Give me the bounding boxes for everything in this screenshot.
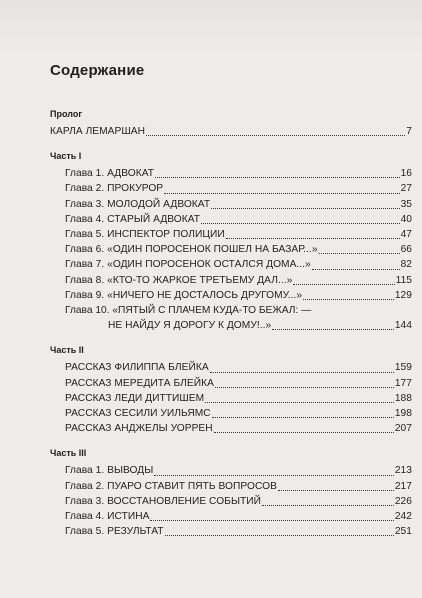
toc-entry-title: Глава 8. «КТО-ТО ЖАРКОЕ ТРЕТЬЕМУ ДАЛ...» <box>65 274 293 286</box>
toc-entry <box>50 273 412 288</box>
toc-entry-title: РАССКАЗ АНДЖЕЛЫ УОРРЕН <box>65 423 213 435</box>
toc-entry-title: РАССКАЗ МЕРЕДИТА БЛЕЙКА <box>65 377 214 389</box>
toc-entry <box>50 242 412 257</box>
toc-entry-title: Глава 4. СТАРЫЙ АДВОКАТ <box>65 213 201 225</box>
toc-entry-page: 144 <box>394 320 412 332</box>
toc-entry-page: 242 <box>394 511 412 523</box>
dot-leader <box>155 176 400 178</box>
toc-entry <box>50 479 412 494</box>
toc-entry <box>50 421 412 436</box>
toc-entry <box>50 406 412 421</box>
toc-entry-page: 177 <box>394 377 412 389</box>
dot-leader <box>272 328 394 330</box>
table-of-contents <box>50 62 412 551</box>
dot-leader <box>212 416 394 418</box>
toc-entry <box>50 360 412 375</box>
toc-entry-page: 115 <box>395 274 412 286</box>
toc-entry-title: Глава 2. ПУАРО СТАВИТ ПЯТЬ ВОПРОСОВ <box>65 480 277 492</box>
toc-part <box>50 151 412 333</box>
dot-leader <box>215 386 394 388</box>
part-title: Часть I <box>50 151 82 162</box>
toc-entry-title: Глава 5. РЕЗУЛЬТАТ <box>65 526 164 538</box>
toc-entry-title: РАССКАЗ ФИЛИППА БЛЕЙКА <box>65 362 209 374</box>
toc-entry-page: 251 <box>394 526 412 538</box>
toc-entry-page: 213 <box>394 465 412 477</box>
part-title: Часть III <box>50 448 87 459</box>
toc-entry-page: 7 <box>406 126 412 137</box>
dot-leader <box>154 474 394 476</box>
toc-entry-title: Глава 3. ВОССТАНОВЛЕНИЕ СОБЫТИЙ <box>65 495 262 507</box>
part-title: Пролог <box>50 109 83 119</box>
toc-parts <box>50 109 412 539</box>
page-title: Содержание <box>50 62 145 79</box>
toc-entry-page: 66 <box>400 244 412 256</box>
toc-entry-title: Глава 9. «НИЧЕГО НЕ ДОСТАЛОСЬ ДРУГОМУ...» <box>65 289 303 301</box>
toc-entry-page: 16 <box>400 168 412 180</box>
toc-part <box>50 109 412 139</box>
toc-entry-page: 82 <box>400 259 412 271</box>
toc-entry-title: Глава 7. «ОДИН ПОРОСЕНОК ОСТАЛСЯ ДОМА...» <box>65 259 311 271</box>
toc-entry <box>50 463 412 478</box>
toc-entry-title: НЕ НАЙДУ Я ДОРОГУ К ДОМУ!..» <box>108 320 272 332</box>
dot-leader <box>211 207 399 209</box>
toc-entry <box>50 166 412 181</box>
toc-entry-page: 188 <box>394 392 412 404</box>
toc-entry-page: 35 <box>400 198 412 210</box>
part-title: Часть II <box>50 345 84 356</box>
dot-leader <box>278 489 394 491</box>
dot-leader <box>150 519 393 521</box>
toc-entry <box>50 227 412 242</box>
dot-leader <box>214 431 394 433</box>
toc-entry <box>50 124 412 139</box>
dot-leader <box>146 134 405 136</box>
dot-leader <box>262 504 394 506</box>
toc-entry-title: Глава 6. «ОДИН ПОРОСЕНОК ПОШЕЛ НА БАЗАР...» <box>65 244 318 256</box>
toc-entry-title: Глава 5. ИНСПЕКТОР ПОЛИЦИИ <box>65 229 225 241</box>
dot-leader <box>210 371 394 373</box>
dot-leader <box>205 401 394 403</box>
toc-entry-page: 159 <box>394 362 412 374</box>
toc-part <box>50 345 412 436</box>
toc-entry <box>50 376 412 391</box>
toc-entry <box>50 181 412 196</box>
toc-entry <box>50 318 412 333</box>
toc-entry <box>50 509 412 524</box>
dot-leader <box>293 283 394 285</box>
toc-entry-page: 40 <box>400 213 412 225</box>
toc-entry-title: РАССКАЗ СЕСИЛИ УИЛЬЯМС <box>65 408 211 420</box>
dot-leader <box>319 252 400 254</box>
toc-entry <box>50 494 412 509</box>
toc-entry-page: 47 <box>400 229 412 241</box>
dot-leader <box>226 237 400 239</box>
toc-entry-title: Глава 2. ПРОКУРОР <box>65 183 164 195</box>
toc-entry-title: Глава 1. ВЫВОДЫ <box>65 465 154 477</box>
toc-entry <box>50 288 412 303</box>
dot-leader <box>165 534 394 536</box>
toc-entry-title: РАССКАЗ ЛЕДИ ДИТТИШЕМ <box>65 392 205 404</box>
toc-entry-title: Глава 1. АДВОКАТ <box>65 168 155 180</box>
toc-entry-page: 27 <box>400 183 412 195</box>
dot-leader <box>201 222 400 224</box>
toc-entry <box>50 257 412 272</box>
toc-entry-page: 129 <box>394 289 412 301</box>
toc-entry-first-line: Глава 10. «ПЯТЫЙ С ПЛАЧЕМ КУДА-ТО БЕЖАЛ: — <box>65 305 312 317</box>
toc-entry-page: 217 <box>394 480 412 492</box>
toc-entry-page: 226 <box>394 495 412 507</box>
toc-entry <box>50 391 412 406</box>
toc-entry-title: Глава 3. МОЛОДОЙ АДВОКАТ <box>65 198 211 210</box>
toc-entry <box>50 212 412 227</box>
toc-entry-page: 198 <box>394 408 412 420</box>
dot-leader <box>164 192 399 194</box>
facing-page-bleed <box>0 0 422 54</box>
toc-entry <box>50 524 412 539</box>
dot-leader <box>303 298 394 300</box>
dot-leader <box>312 268 400 270</box>
toc-entry-page: 207 <box>394 423 412 435</box>
toc-part <box>50 448 412 539</box>
toc-entry <box>50 197 412 212</box>
toc-entry-title: Глава 4. ИСТИНА <box>65 511 150 523</box>
toc-entry-title: КАРЛА ЛЕМАРШАН <box>50 126 146 137</box>
